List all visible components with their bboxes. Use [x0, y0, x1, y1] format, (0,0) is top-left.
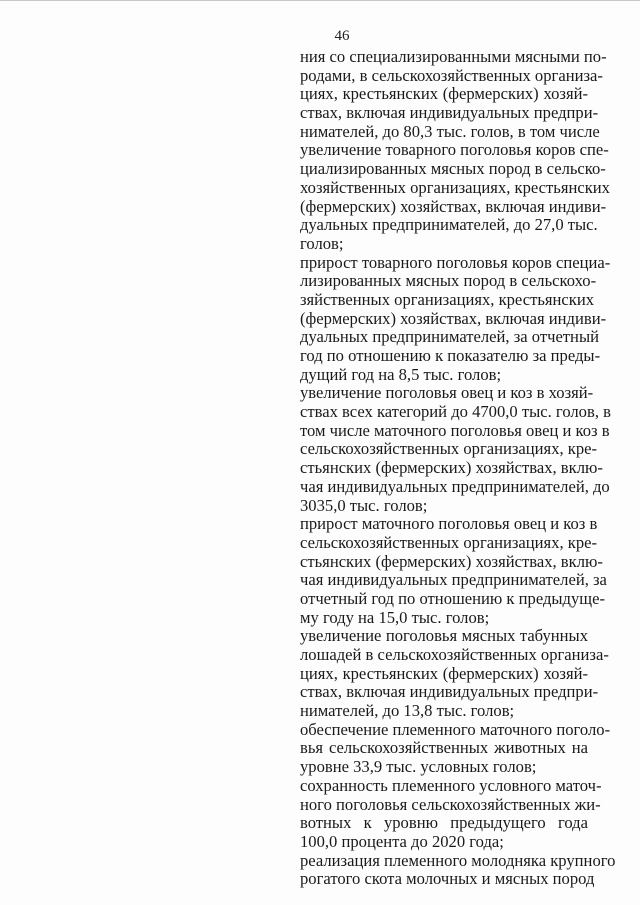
text-line: дуальных предпринимателей, до 27,0 тыс. — [300, 215, 598, 235]
text-line: (фермерских) хозяйствах, включая индиви- — [300, 308, 607, 328]
text-line: уровне 33,9 тыс. условных голов; — [300, 757, 537, 777]
text-line: год по отношению к показателю за преды- — [300, 346, 601, 365]
text-line: ствах, включая индивидуальных предпри- — [300, 103, 599, 123]
text-line: чая индивидуальных предпринимателей, до — [300, 476, 610, 496]
text-line: реализация племенного молодняка крупного — [300, 850, 616, 870]
text-line: голов; — [300, 233, 344, 253]
text-line: ния со специализированными мясными по- — [300, 47, 607, 66]
text-line: му году на 15,0 тыс. голов; — [300, 607, 490, 627]
body-text-column — [300, 47, 616, 889]
text-line: вья сельскохозяйственных животных на — [300, 738, 588, 758]
text-line: дущий год на 8,5 тыс. голов; — [300, 364, 502, 384]
text-line: сельскохозяйственных организациях, кре- — [300, 439, 598, 459]
text-line: стьянских (фермерских) хозяйствах, вклю- — [300, 551, 603, 571]
text-line: сельскохозяйственных организациях, кре- — [300, 532, 598, 552]
page-top-edge — [0, 0, 640, 1]
text-line: том числе маточного поголовья овец и коз в — [300, 420, 610, 440]
text-line: лизированных мясных пород в сельскохо- — [300, 271, 597, 291]
text-line: ствах, включая индивидуальных предпри- — [300, 682, 599, 702]
text-line: обеспечение племенного маточного поголо- — [300, 719, 611, 739]
text-line: вотных к уровню предыдущего года — [300, 813, 588, 833]
text-line: прирост маточного поголовья овец и коз в — [300, 514, 598, 534]
text-line: увеличение товарного поголовья коров спе- — [300, 140, 609, 160]
text-line: увеличение поголовья овец и коз в хозяй- — [300, 383, 594, 403]
text-line: дуальных предпринимателей, за отчетный — [300, 327, 599, 347]
text-line: циях, крестьянских (фермерских) хозяй- — [300, 84, 588, 104]
page-number: 46 — [334, 28, 350, 44]
text-line: циях, крестьянских (фермерских) хозяй- — [300, 663, 588, 683]
text-line: сохранность племенного условного маточ- — [300, 775, 602, 795]
text-line: зяйственных организациях, крестьянских — [300, 289, 595, 309]
text-line: родами, в сельскохозяйственных организа- — [300, 65, 603, 85]
text-line: ного поголовья сельскохозяйственных жи- — [300, 794, 601, 814]
text-line: 100,0 процента до 2020 года; — [300, 831, 504, 851]
text-line: прирост товарного поголовья коров специа- — [300, 252, 611, 272]
text-line: циализированных мясных пород в сельско- — [300, 159, 606, 179]
text-line: лошадей в сельскохозяйственных организа- — [300, 645, 609, 664]
text-line: ствах всех категорий до 4700,0 тыс. голов, в — [300, 402, 611, 422]
text-line: отчетный год по отношению к предыдуще- — [300, 588, 605, 608]
text-line: хозяйственных организациях, крестьянских — [300, 177, 610, 197]
text-line: 3035,0 тыс. голов; — [300, 495, 428, 515]
text-line: нимателей, до 80,3 тыс. голов, в том числе — [300, 121, 600, 141]
text-line: увеличение поголовья мясных табунных — [300, 626, 588, 646]
text-line: нимателей, до 13,8 тыс. голов; — [300, 701, 515, 721]
text-line: стьянских (фермерских) хозяйствах, вклю- — [300, 458, 603, 478]
text-line: рогатого скота молочных и мясных пород — [300, 869, 595, 889]
text-line: чая индивидуальных предпринимателей, за — [300, 570, 607, 590]
text-line: (фермерских) хозяйствах, включая индиви- — [300, 196, 607, 216]
